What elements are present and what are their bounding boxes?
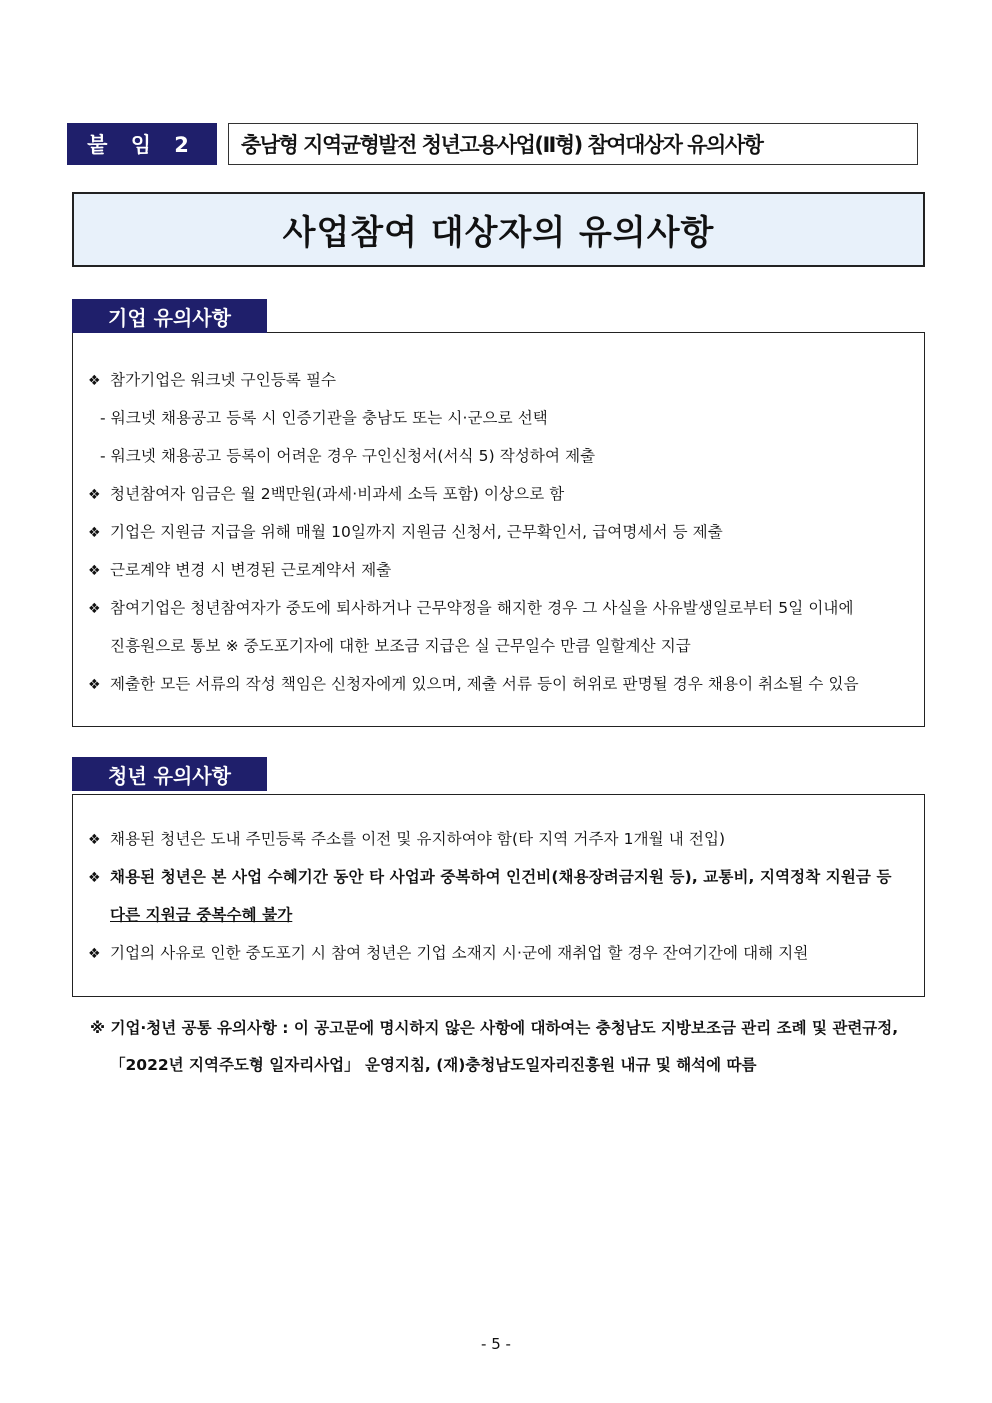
diamond-bullet-icon: ❖ (88, 525, 101, 541)
page-title: 사업참여 대상자의 유의사항 (72, 192, 925, 267)
common-notice-line-2: 「2022년 지역주도형 일자리사업」 운영지침, (재)충청남도일자리진흥원 내규 및 해석에 따름 (110, 1056, 757, 1074)
company-line-8 (110, 634, 691, 656)
company-section-heading: 기업 유의사항 (72, 299, 267, 333)
diamond-bullet-icon: ❖ (88, 870, 101, 886)
diamond-bullet-icon: ❖ (88, 487, 101, 503)
diamond-bullet-icon: ❖ (88, 677, 101, 693)
attachment-title: 충남형 지역균형발전 청년고용사업(Ⅱ형) 참여대상자 유의사항 (228, 123, 918, 165)
youth-line-4 (88, 941, 808, 963)
youth-line-text: 다른 지원금 중복수혜 불가 (110, 906, 293, 924)
company-line-text: 제출한 모든 서류의 작성 책임은 신청자에게 있으며, 제출 서류 등이 허위로 판명될 경우 채용이 취소될 수 있음 (110, 675, 859, 693)
attachment-label: 붙 임 2 (67, 123, 217, 165)
youth-line-text: 기업의 사유로 인한 중도포기 시 참여 청년은 기업 소재지 시·군에 재취업 할 경우 잔여기간에 대해 지원 (110, 944, 809, 962)
youth-section-heading: 청년 유의사항 (72, 757, 267, 791)
company-line-text: 근로계약 변경 시 변경된 근로계약서 제출 (110, 561, 392, 579)
company-line-text: 기업은 지원금 지급을 위해 매월 10일까지 지원금 신청서, 근무확인서, 급여명세서 등 제출 (110, 523, 723, 541)
company-line-text: 참가기업은 워크넷 구인등록 필수 (110, 371, 337, 389)
youth-line-text: 채용된 청년은 도내 주민등록 주소를 이전 및 유지하여야 함(타 지역 거주자 1개월 내 전입) (110, 830, 726, 848)
common-notice-line-1: ※ 기업·청년 공통 유의사항 : 이 공고문에 명시하지 않은 사항에 대하여는 충청남도 지방보조금 관리 조례 및 관련규정, (90, 1019, 899, 1037)
youth-line-1 (88, 827, 725, 849)
company-line-6 (88, 558, 391, 580)
diamond-bullet-icon: ❖ (88, 832, 101, 848)
company-line-text: - 워크넷 채용공고 등록이 어려운 경우 구인신청서(서식 5) 작성하여 제출 (100, 447, 596, 465)
company-line-7 (88, 596, 854, 618)
youth-line-2 (88, 865, 892, 887)
diamond-bullet-icon: ❖ (88, 601, 101, 617)
company-line-2 (100, 406, 548, 428)
diamond-bullet-icon: ❖ (88, 946, 101, 962)
company-line-1 (88, 368, 336, 390)
company-line-text: 참여기업은 청년참여자가 중도에 퇴사하거나 근무약정을 해지한 경우 그 사실을 사유발생일로부터 5일 이내에 (110, 599, 854, 617)
page-number: - 5 - (481, 1335, 511, 1353)
company-line-text: - 워크넷 채용공고 등록 시 인증기관을 충남도 또는 시·군으로 선택 (100, 409, 548, 427)
diamond-bullet-icon: ❖ (88, 373, 101, 389)
diamond-bullet-icon: ❖ (88, 563, 101, 579)
company-line-9 (88, 672, 859, 694)
company-line-3 (100, 444, 595, 466)
youth-line-text: 채용된 청년은 본 사업 수혜기간 동안 타 사업과 중복하여 인건비(채용장려금지원 등), 교통비, 지역정착 지원금 등 (110, 868, 892, 886)
company-line-text: 진흥원으로 통보 ※ 중도포기자에 대한 보조금 지급은 실 근무일수 만큼 일할계산 지급 (110, 637, 691, 655)
company-line-5 (88, 520, 723, 542)
company-line-text: 청년참여자 임금은 월 2백만원(과세·비과세 소득 포함) 이상으로 함 (110, 485, 565, 503)
youth-notice-box (72, 794, 925, 997)
company-line-4 (88, 482, 564, 504)
youth-line-3 (110, 903, 292, 925)
